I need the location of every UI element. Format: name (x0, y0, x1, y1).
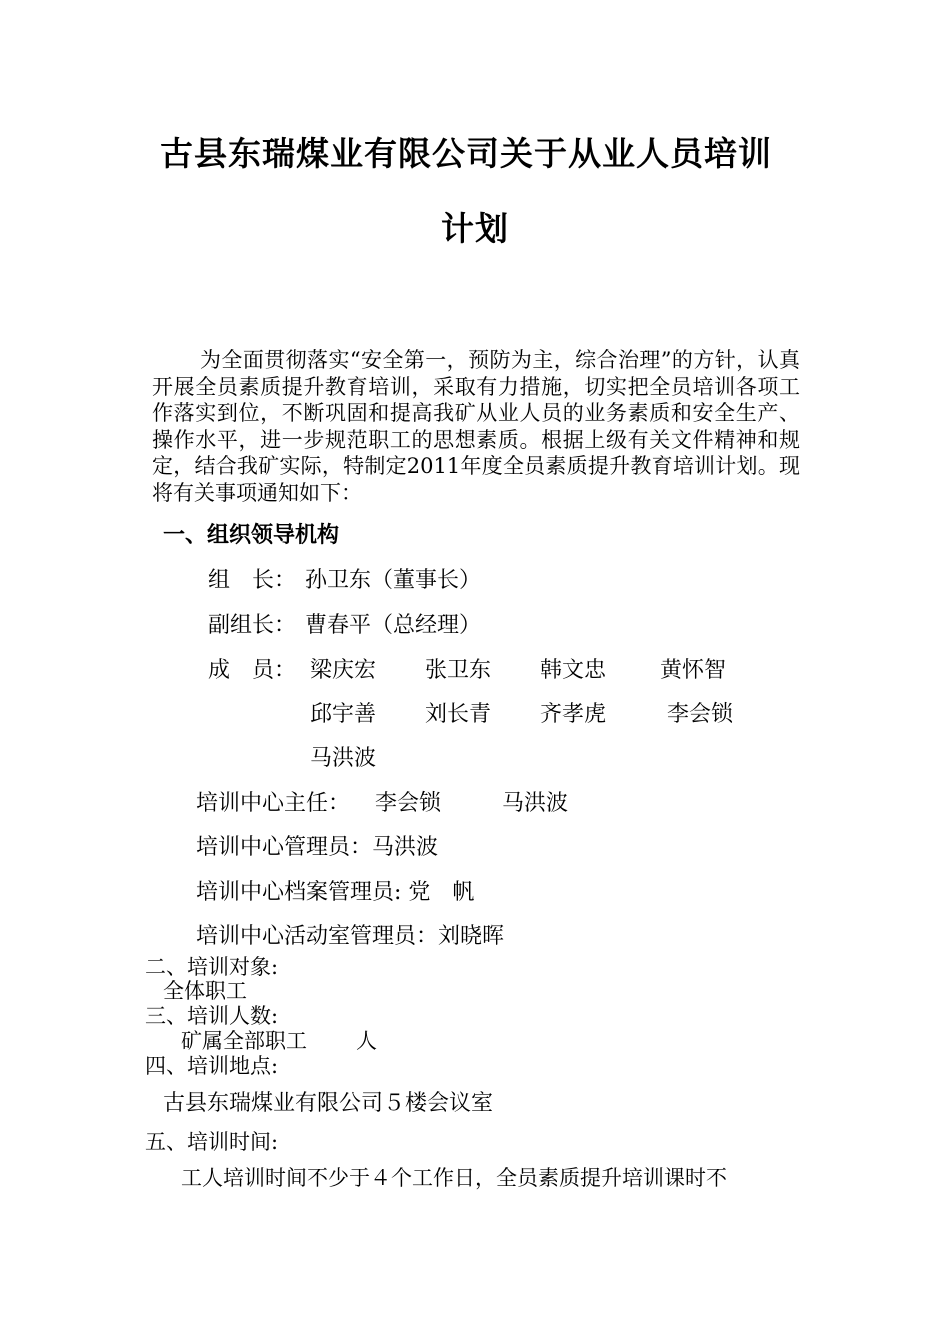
section1-heading: 一、组织领导机构 (163, 523, 340, 548)
section3-content: 矿属全部职工 (181, 1029, 307, 1053)
center-admin: 培训中心管理员：马洪波 (196, 835, 439, 860)
member-name: 刘长青 (425, 702, 492, 727)
members-label: 成 员： (208, 658, 297, 683)
section4-content: 古县东瑞煤业有限公司５楼会议室 (163, 1091, 494, 1116)
section3-unit: 人 (356, 1029, 377, 1053)
member-name: 马洪波 (310, 746, 377, 771)
section5-content: 工人培训时间不少于４个工作日，全员素质提升培训课时不 (181, 1166, 727, 1190)
deputy-name: 曹春平（总经理） (305, 613, 482, 638)
activity-admin: 培训中心活动室管理员：刘晓晖 (196, 924, 505, 949)
member-name: 邱宇善 (310, 702, 377, 727)
member-name: 张卫东 (425, 658, 492, 683)
member-name: 李会锁 (667, 702, 734, 727)
member-name: 齐孝虎 (540, 702, 607, 727)
section3-heading: 三、培训人数: (145, 1004, 279, 1028)
document-title-line2: 计划 (441, 209, 509, 248)
center-director-label: 培训中心主任： (196, 791, 351, 816)
member-name: 黄怀智 (660, 658, 727, 683)
document-title-line1: 古县东瑞煤业有限公司关于从业人员培训 (160, 134, 772, 173)
deputy-label: 副组长： (208, 613, 297, 638)
section5-heading: 五、培训时间: (145, 1130, 279, 1154)
leader-name: 孙卫东（董事长） (305, 568, 482, 593)
member-name: 韩文忠 (540, 658, 607, 683)
center-director-name: 李会锁 (375, 791, 442, 816)
archive-admin: 培训中心档案管理员: 党 帆 (196, 880, 475, 905)
intro-paragraph: 为全面贯彻落实“安全第一，预防为主，综合治理”的方针，认真开展全员素质提升教育培训，采取有力措施，切实把全员培训各项工作落实到位，不断巩固和提高我矿从业人员的业务素质和安全生产、操作水平，进一步规范职工的思想素质。根据上级有关文件精神和规定，结合我矿实际，特制定2011年度全员素质提升教育培训计划。现将有关事项通知如下： (152, 348, 800, 505)
center-director-name: 马洪波 (502, 791, 569, 816)
leader-label: 组 长： (208, 568, 297, 593)
section2-content: 全体职工 (163, 979, 247, 1003)
section4-heading: 四、培训地点: (145, 1054, 279, 1078)
section2-heading: 二、培训对象: (145, 955, 279, 979)
member-name: 梁庆宏 (310, 658, 377, 683)
